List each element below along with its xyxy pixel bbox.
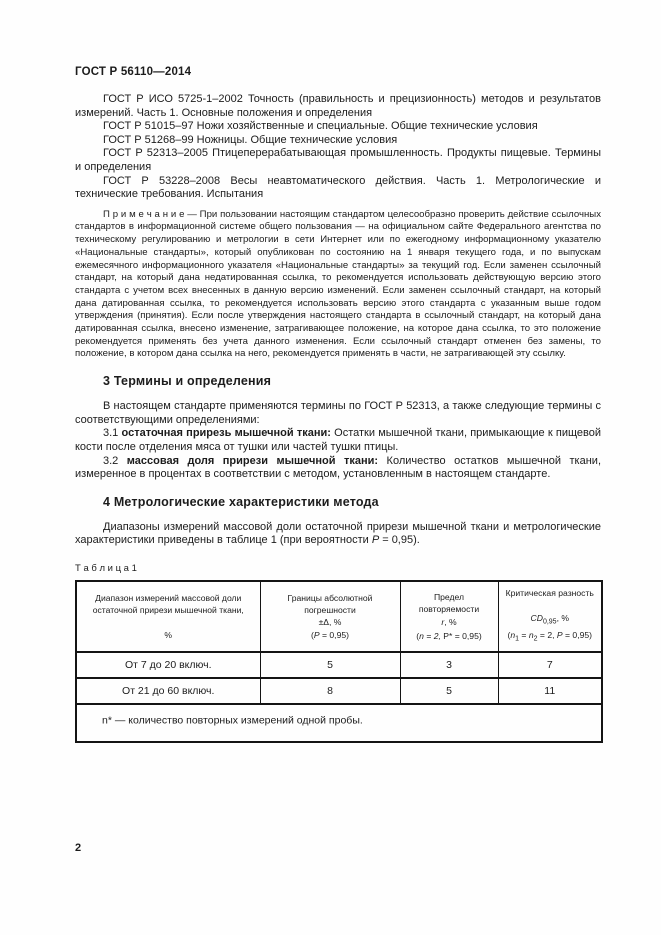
- references-list: [75, 93, 601, 202]
- table-cell: 5: [260, 652, 400, 678]
- doc-number: ГОСТ Р 56110—2014: [75, 66, 192, 78]
- metrology-intro: Диапазоны измерений массовой доли остаточной прирези мышечной ткани и метрологические характеристики приведены в таблице 1 (при вероятности P = 0,95).: [75, 520, 601, 547]
- reference-item: ГОСТ Р 51015–97 Ножи хозяйственные и специальные. Общие технические условия: [103, 120, 538, 133]
- table-label: Т а б л и ц а 1: [75, 562, 137, 574]
- table-header-error-bounds: Границы абсолютной погрешности ±Δ, % (P = 0,95): [260, 581, 400, 652]
- reference-item: ГОСТ Р 51268–99 Ножницы. Общие технические условия: [103, 133, 398, 146]
- section-heading-metrology: 4 Метрологические характеристики метода: [103, 494, 379, 509]
- table-footnote-row: [76, 704, 602, 742]
- table-cell: От 21 до 60 включ.: [76, 678, 260, 704]
- section-heading-terms: 3 Термины и определения: [103, 374, 272, 389]
- table-cell: 3: [400, 652, 498, 678]
- page-content: [75, 66, 601, 743]
- table-row: [76, 652, 602, 678]
- table-cell: 11: [498, 678, 602, 704]
- table-cell: 8: [260, 678, 400, 704]
- note-block: [75, 209, 601, 361]
- table-cell: 5: [400, 678, 498, 704]
- table-footnote: n* — количество повторных измерений одной пробы.: [76, 704, 602, 742]
- table-cell: 7: [498, 652, 602, 678]
- metrology-table: [75, 580, 603, 743]
- term-3-1: 3.1 остаточная прирезь мышечной ткани: Остатки мышечной ткани, примыкающие к пищевой кости после отделения мяса от тушки или частей тушки птицы.: [75, 427, 602, 453]
- term-3-2: 3.2 массовая доля прирези мышечной ткани: Количество остатков мышечной ткани, измеренное в процентах в соответствии с методом, установленным в настоящем стандарте.: [75, 454, 601, 481]
- note-text: П р и м е ч а н и е — При пользовании настоящим стандартом целесообразно проверить действие ссылочных стандартов в информационной системе общего пользования — на официальном сайте Федерального агентства по техническому регулированию и метрологии в сети Интернет или по ежегодному информационному указателю «Национальные стандарты», который опубликован по состоянию на 1 января текущего года, и по выпускам ежемесячного информационного указателя «Национальные стандарты» за текущий год. Если заменен ссылочный стандарт, на который дана недатированная ссылка, то рекомендуется использовать действующую версию этого стандарта с учетом всех внесенных в данную версию изменений. Если заменен ссылочный стандарт, на который дана датированная ссылка, то рекомендуется использовать версию этого стандарта с указанным выше годом утверждения (принятия). Если после утверждения настоящего стандарта в ссылочный стандарт, на который дана датированная ссылка, внесено изменение, затрагивающее положение, на которое дана ссылка, то это положение рекомендуется применять без учета данного изменения. Если ссылочный стандарт отменен без замены, то положение, в котором дана ссылка на него, рекомендуется применять в части, не затрагивающей эту ссылку.: [75, 208, 601, 360]
- table-cell: От 7 до 20 включ.: [76, 652, 260, 678]
- page-number: 2: [75, 842, 82, 854]
- table-header-critical-difference: Критическая разность $CD_{0,95}$, % ($n_1 = n_2 = 2$, P = 0,95): [498, 581, 602, 652]
- reference-item: ГОСТ Р 52313–2005 Птицеперерабатывающая промышленность. Продукты пищевые. Термины и определения: [75, 147, 601, 173]
- table-header-row: [76, 581, 602, 652]
- reference-item: ГОСТ Р 53228–2008 Весы неавтоматического действия. Часть 1. Метрологические и технические требования. Испытания: [75, 174, 601, 201]
- table-header-repeatability: Предел повторяемости r, % (n = 2, P* = 0,95): [400, 581, 498, 652]
- reference-item: ГОСТ Р ИСО 5725-1–2002 Точность (правильность и прецизионность) методов и результатов измерений. Часть 1. Основные положения и определения: [75, 93, 601, 119]
- terms-intro: В настоящем стандарте применяются термины по ГОСТ Р 52313, а также следующие термины с соответствующими определениями:: [75, 400, 601, 426]
- table-header-range: Диапазон измерений массовой доли остаточной прирези мышечной ткани, %: [76, 581, 260, 652]
- table-row: [76, 678, 602, 704]
